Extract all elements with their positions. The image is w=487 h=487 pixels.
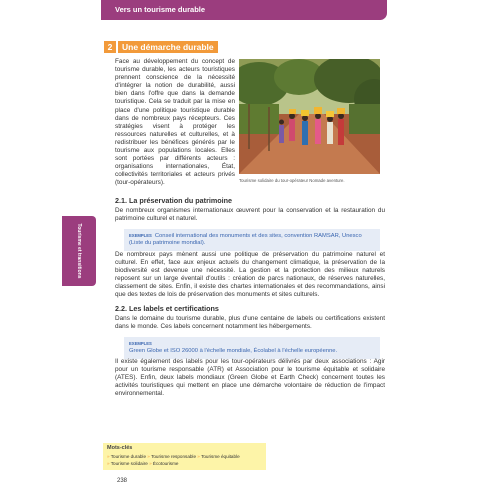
intro-paragraph: Face au développement du concept de tourisme durable, les acteurs touristiques prennent conscience de la nécessité d'intégrer la notion de durabilité, aussi bien dans l'offre que dans la demande touristique. Cela se traduit par la mise en place d'une politique touristique durable dans de nombreux pays récepteurs. Ces stratégies visent à protéger les ressources naturelles et culturelles, et à redistribuer les bénéfices générés par le tourisme aux populations locales. Elles sont portées par différents acteurs : organisations internationales, État, collectivités territoriales et acteurs privés (tour-opérateurs). [115,58,235,187]
s21-paragraph-2: De nombreux pays mènent aussi une politique de préservation du patrimoine naturel et culturel. En effet, face aux enjeux actuels du changement climatique, la préservation de la biodiversité est devenue une nécessité. La gestion et la protection des milieux naturels reposent sur un large éventail d'outils : création de parcs nationaux, de réserves naturelles, classement de sites. Enfin, il existe des chartes internationales et des recommandations, ainsi que des textes de lois de préservation des monuments et sites culturels. [115,251,385,299]
s22-examples-box [124,337,380,359]
keyword-arrow-icon: » [149,461,152,466]
keywords-line-1 [107,454,240,459]
s22-paragraph-1: Dans le domaine du tourisme durable, plus d'une centaine de labels ou certifications existent dans le monde. Ces labels concernent notamment les hébergements. [115,315,385,331]
keywords-title: Mots-clés [107,445,133,451]
s21-examples-box [124,229,380,251]
photo-caption: Tourisme solidaire du tour-opérateur Nomade aventure. [239,178,345,183]
s22-examples-text: Green Globe et ISO 26000 à l'échelle mondiale, Écolabel à l'échelle européenne. [129,348,338,355]
keyword-arrow-icon: » [107,461,110,466]
s22-paragraph-2: Il existe également des labels pour les tour-opérateurs délivrés par deux associations : Agir pour un tourisme responsable (ATR) et Association pour le tourisme équitable et solidaire (ATES). Enfin, deux labels mondiaux (Green Globe et Earth Check) concernent toutes les activités touristiques qui mettent en place une démarche volontaire de réduction de l'impact environnemental. [115,358,385,398]
keyword-arrow-icon: » [107,454,110,459]
page-number: 238 [117,478,128,484]
keyword-arrow-icon: » [147,454,150,459]
keyword-arrow-icon: » [197,454,200,459]
photo-illustration [239,59,380,174]
chapter-header [101,0,387,20]
keywords-box [103,443,266,470]
s22-examples-label: EXEMPLES [129,341,152,346]
side-tab [62,216,96,286]
keyword: Tourisme durable [110,454,147,459]
section-title: Une démarche durable [118,41,218,53]
keyword: Écotourisme [152,461,179,466]
side-tab-label: Tourisme et transitions [76,223,82,279]
subheading-2-2: 2.2. Les labels et certifications [115,304,219,313]
keyword: Tourisme solidaire [110,461,148,466]
s21-examples-label: EXEMPLES [129,233,152,238]
keyword: Tourisme équitable [201,454,240,459]
keywords-line-2 [107,461,178,466]
subheading-2-1: 2.1. La préservation du patrimoine [115,196,233,205]
keyword: Tourisme responsable [151,454,197,459]
s21-examples-text: Conseil international des monuments et des sites, convention RAMSAR, Unesco (Liste du patrimoine mondial). [129,233,362,247]
s21-paragraph-1: De nombreux organismes internationaux œuvrent pour la conservation et la restauration du patrimoine culturel et naturel. [115,207,385,223]
chapter-title: Vers un tourisme durable [115,5,206,14]
section-number: 2 [104,41,116,53]
tourism-photo [239,59,380,174]
